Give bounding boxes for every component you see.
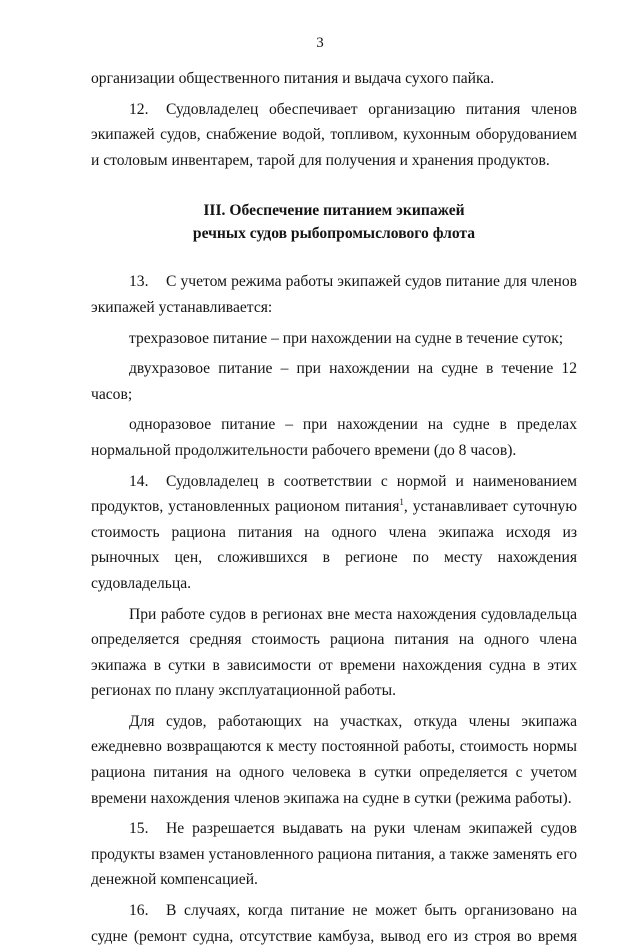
paragraph-15 [91,816,577,893]
paragraph-12-text: Судовладелец обеспечивает организацию питания членов экипажей судов, снабжение водой, топливом, кухонным оборудованием и столовым инвентарем, тарой для получения и хранения продуктов. [91,100,577,169]
document-body [91,66,577,949]
paragraph-13-item-2: двухразовое питание – при нахождении на судне в течение 12 часов; [91,360,577,403]
paragraph-14-text-a: Судовладелец в соответствии с нормой и наименованием продуктов, установленных рационом питания [91,472,577,516]
paragraph-14-part-2: При работе судов в регионах вне места нахождения судовладельца определяется средняя стоимость рациона питания на одного члена экипажа в сутки в зависимости от времени нахождения судна в этих регионах по плану эксплуатационной работы. [91,605,577,700]
paragraph-14 [91,469,577,597]
paragraph-16-number: 16. [129,902,149,920]
paragraph-14-number: 14. [129,472,149,490]
section-heading-line-2: речных судов рыбопромыслового флота [192,225,476,243]
footnote-reference[interactable]: 1 [399,497,404,508]
section-heading [91,199,577,245]
paragraph-continuation: организации общественного питания и выдача сухого пайка. [91,70,495,87]
paragraph-16 [91,898,577,949]
paragraph-14-part-3: Для судов, работающих на участках, откуда члены экипажа ежедневно возвращаются к месту постоянной работы, стоимость нормы рациона питания на одного человека в сутки определяется с учетом времени нахождения членов экипажа на судне в сутки (режима работы). [91,712,577,807]
paragraph-12 [91,97,577,174]
paragraph-12-number: 12. [129,100,149,118]
paragraph-13-number: 13. [129,273,149,291]
paragraph-16-text: В случаях, когда питание не может быть организовано на судне (ремонт судна, отсутствие камбуза, вывод его из строя во время [91,902,577,945]
paragraph-14-text-b: , устанавливает суточную стоимость рациона питания на одного члена экипажа исходя из рыночных цен, сложившихся в регионе по месту нахождения судовладельца. [91,498,577,592]
paragraph-13-item-3: одноразовое питание – при нахождении на судне в пределах нормальной продолжительности рабочего времени (до 8 часов). [91,416,577,459]
paragraph-15-number: 15. [129,820,149,838]
paragraph-13 [91,269,577,320]
section-heading-line-1: III. Обеспечение питанием экипажей [203,202,465,220]
page-number: 3 [316,35,324,51]
paragraph-15-text: Не разрешается выдавать на руки членам экипажей судов продукты взамен установленного рациона питания, а также заменять его денежной компенсацией. [91,820,577,889]
paragraph-13-text: С учетом режима работы экипажей судов питание для членов экипажей устанавливается: [91,273,577,316]
paragraph-13-item-1: трехразовое питание – при нахождении на судне в течение суток; [129,329,564,347]
